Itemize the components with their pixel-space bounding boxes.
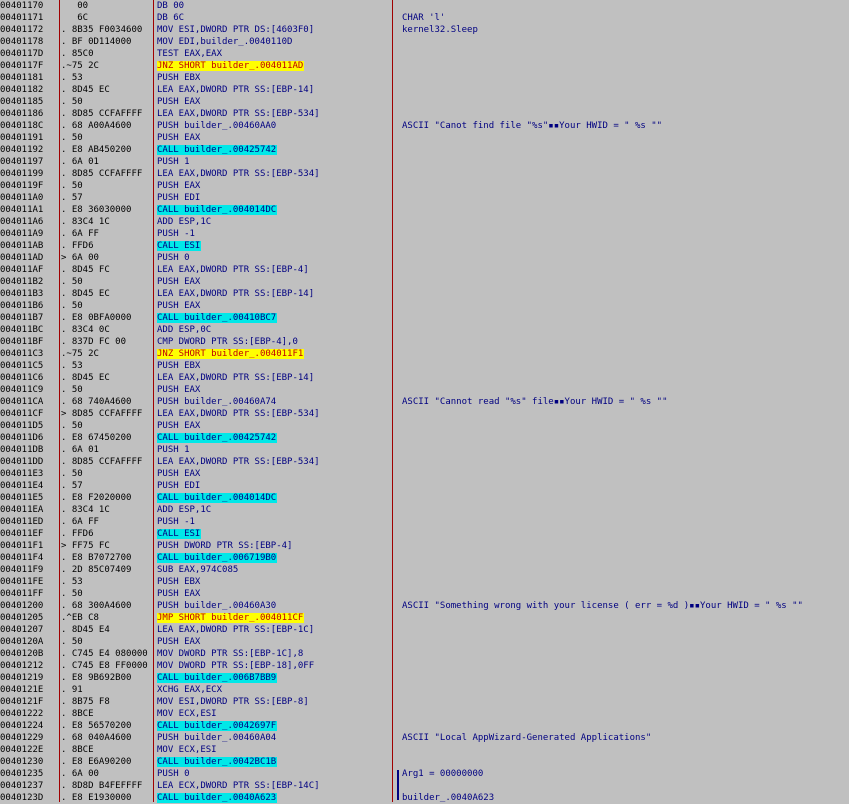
hex-dump-cell: . 68 300A4600: [61, 601, 132, 611]
code-row[interactable]: [0, 216, 849, 228]
code-row[interactable]: [0, 480, 849, 492]
address-cell: 00401181: [0, 73, 44, 83]
disassembly-cell: PUSH EAX: [157, 421, 201, 431]
code-row[interactable]: [0, 108, 849, 120]
code-row[interactable]: [0, 144, 849, 156]
disassembly-cell: PUSH 1: [157, 445, 190, 455]
code-row[interactable]: [0, 792, 849, 804]
hex-dump-cell: . 83C4 1C: [61, 217, 110, 227]
disassembly-cell: PUSH 1: [157, 157, 190, 167]
code-row[interactable]: [0, 408, 849, 420]
address-cell: 004011DD: [0, 457, 44, 467]
hex-dump-cell: . 6A FF: [61, 229, 99, 239]
hex-dump-cell: . 68 040A4600: [61, 733, 132, 743]
code-row[interactable]: [0, 24, 849, 36]
address-cell: 00401200: [0, 601, 44, 611]
code-row[interactable]: [0, 72, 849, 84]
hex-dump-cell: . 8B75 F8: [61, 697, 110, 707]
hex-dump-cell: . 8D45 FC: [61, 265, 110, 275]
address-cell: 004011CF: [0, 409, 44, 419]
hex-dump-cell: 6C: [61, 13, 89, 23]
hex-dump-cell: . 53: [61, 361, 83, 371]
disassembly-cell: CALL builder_.00410BC7: [157, 313, 277, 323]
disassembly-cell: MOV ESI,DWORD PTR SS:[EBP-8]: [157, 697, 309, 707]
address-cell: 00401182: [0, 85, 44, 95]
disassembly-cell: LEA EAX,DWORD PTR SS:[EBP-14]: [157, 373, 315, 383]
disassembly-cell: JNZ SHORT builder_.004011AD: [157, 61, 304, 71]
code-row[interactable]: [0, 660, 849, 672]
code-row[interactable]: [0, 84, 849, 96]
code-row[interactable]: [0, 396, 849, 408]
address-cell: 0040121F: [0, 697, 44, 707]
comment-cell: Arg1 = 00000000: [402, 769, 484, 779]
disassembly-cell: CALL builder_.0042BC1B: [157, 757, 277, 767]
hex-dump-cell: . E8 E6A90200: [61, 757, 132, 767]
address-cell: 004011A9: [0, 229, 44, 239]
hex-dump-cell: . 57: [61, 193, 83, 203]
disassembly-cell: PUSH EBX: [157, 73, 201, 83]
address-cell: 00401230: [0, 757, 44, 767]
address-cell: 004011AF: [0, 265, 44, 275]
address-cell: 004011E5: [0, 493, 44, 503]
disassembly-cell: LEA EAX,DWORD PTR SS:[EBP-534]: [157, 457, 320, 467]
hex-dump-cell: . FFD6: [61, 241, 94, 251]
disassembly-cell: MOV ESI,DWORD PTR DS:[4603F0]: [157, 25, 315, 35]
code-row[interactable]: [0, 288, 849, 300]
address-cell: 00401191: [0, 133, 44, 143]
code-row[interactable]: [0, 12, 849, 24]
address-cell: 004011F9: [0, 565, 44, 575]
disassembly-cell: LEA EAX,DWORD PTR SS:[EBP-4]: [157, 265, 309, 275]
disassembly-cell: CALL builder_.00425742: [157, 433, 277, 443]
code-row[interactable]: [0, 528, 849, 540]
disassembly-cell: PUSH EBX: [157, 361, 201, 371]
hex-dump-cell: . 8D85 CCFAFFFF: [61, 109, 143, 119]
address-cell: 0040118C: [0, 121, 44, 131]
disassembly-cell: CALL builder_.0042697F: [157, 721, 277, 731]
comment-cell: ASCII "Something wrong with your license ( err = %d )▪▪Your HWID = " %s "": [402, 601, 803, 611]
address-cell: 004011A1: [0, 205, 44, 215]
address-cell: 004011C5: [0, 361, 44, 371]
hex-dump-cell: . 6A 00: [61, 769, 99, 779]
hex-dump-cell: . 8D45 E4: [61, 625, 110, 635]
comment-cell: CHAR 'l': [402, 13, 446, 23]
address-cell: 0040117D: [0, 49, 44, 59]
address-cell: 004011BF: [0, 337, 44, 347]
disassembly-cell: CALL builder_.0040A623: [157, 793, 277, 803]
code-row[interactable]: [0, 204, 849, 216]
hex-dump-cell: . 8D85 CCFAFFFF: [61, 457, 143, 467]
disassembly-cell: SUB EAX,974C085: [157, 565, 239, 575]
address-cell: 004011ED: [0, 517, 44, 527]
hex-dump-cell: . E8 9B692B00: [61, 673, 132, 683]
address-cell: 00401171: [0, 13, 44, 23]
hex-dump-cell: . 53: [61, 577, 83, 587]
hex-dump-cell: . 50: [61, 469, 83, 479]
code-row[interactable]: [0, 600, 849, 612]
code-row[interactable]: [0, 324, 849, 336]
hex-dump-cell: .~75 2C: [61, 349, 99, 359]
hex-dump-cell: . E8 B7072700: [61, 553, 132, 563]
code-row[interactable]: [0, 336, 849, 348]
code-row[interactable]: [0, 240, 849, 252]
disassembly-cell: MOV ECX,ESI: [157, 709, 217, 719]
hex-dump-cell: . 8D85 CCFAFFFF: [61, 169, 143, 179]
hex-dump-cell: . E8 36030000: [61, 205, 132, 215]
disassembly-cell: PUSH 0: [157, 769, 190, 779]
address-cell: 004011FF: [0, 589, 44, 599]
hex-dump-cell: . 50: [61, 637, 83, 647]
hex-dump-cell: . 50: [61, 301, 83, 311]
hex-dump-cell: . E8 F2020000: [61, 493, 132, 503]
code-row[interactable]: [0, 384, 849, 396]
disassembly-cell: PUSH EAX: [157, 133, 201, 143]
hex-dump-cell: . E8 E1930000: [61, 793, 132, 803]
comment-cell: ASCII "Cannot read "%s" file▪▪Your HWID = " %s "": [402, 397, 668, 407]
disassembly-cell: PUSH builder_.00460A30: [157, 601, 277, 611]
code-row[interactable]: [0, 228, 849, 240]
code-row[interactable]: [0, 120, 849, 132]
code-row[interactable]: [0, 252, 849, 264]
address-cell: 0040123D: [0, 793, 44, 803]
address-cell: 00401178: [0, 37, 44, 47]
code-row[interactable]: [0, 624, 849, 636]
address-cell: 00401235: [0, 769, 44, 779]
code-row[interactable]: [0, 156, 849, 168]
code-row[interactable]: [0, 684, 849, 696]
hex-dump-cell: . 50: [61, 385, 83, 395]
hex-dump-cell: . E8 0BFA0000: [61, 313, 132, 323]
hex-dump-cell: .^EB C8: [61, 613, 99, 623]
hex-dump-cell: . 57: [61, 481, 83, 491]
address-cell: 004011AB: [0, 241, 44, 251]
hex-dump-cell: . 50: [61, 97, 83, 107]
address-cell: 0040120B: [0, 649, 44, 659]
disassembly-cell: CALL builder_.006B7BB9: [157, 673, 277, 683]
disassembly-cell: PUSH 0: [157, 253, 190, 263]
column-separator-address[interactable]: [59, 0, 60, 802]
hex-dump-cell: . 8D45 EC: [61, 85, 110, 95]
hex-dump-cell: . 50: [61, 277, 83, 287]
disassembly-cell: TEST EAX,EAX: [157, 49, 223, 59]
disassembly-cell: PUSH EAX: [157, 301, 201, 311]
address-cell: 00401197: [0, 157, 44, 167]
hex-dump-cell: . 837D FC 00: [61, 337, 127, 347]
address-cell: 004011B3: [0, 289, 44, 299]
address-cell: 0040122E: [0, 745, 44, 755]
address-cell: 00401170: [0, 1, 44, 11]
address-cell: 00401186: [0, 109, 44, 119]
hex-dump-cell: > FF75 FC: [61, 541, 110, 551]
address-cell: 004011BC: [0, 325, 44, 335]
disassembly-cell: CALL ESI: [157, 241, 201, 251]
hex-dump-cell: > 8D85 CCFAFFFF: [61, 409, 143, 419]
code-row[interactable]: [0, 540, 849, 552]
hex-dump-cell: . BF 0D114000: [61, 37, 132, 47]
comment-cell: ASCII "Canot find file "%s"▪▪Your HWID = " %s "": [402, 121, 663, 131]
code-row[interactable]: [0, 720, 849, 732]
code-row[interactable]: [0, 564, 849, 576]
address-cell: 004011EA: [0, 505, 44, 515]
disassembly-cell: PUSH EAX: [157, 97, 201, 107]
address-cell: 004011B7: [0, 313, 44, 323]
code-row[interactable]: [0, 0, 849, 12]
address-cell: 00401205: [0, 613, 44, 623]
address-cell: 00401237: [0, 781, 44, 791]
argument-bracket: [397, 770, 399, 800]
address-cell: 00401207: [0, 625, 44, 635]
address-cell: 004011C6: [0, 373, 44, 383]
code-row[interactable]: [0, 612, 849, 624]
code-row[interactable]: [0, 468, 849, 480]
disassembly-cell: LEA ECX,DWORD PTR SS:[EBP-14C]: [157, 781, 320, 791]
code-row[interactable]: [0, 420, 849, 432]
address-cell: 004011A0: [0, 193, 44, 203]
hex-dump-cell: . 68 A00A4600: [61, 121, 132, 131]
disassembly-cell: LEA EAX,DWORD PTR SS:[EBP-534]: [157, 109, 320, 119]
disassembly-cell: PUSH EAX: [157, 469, 201, 479]
hex-dump-cell: . 6A FF: [61, 517, 99, 527]
address-cell: 004011EF: [0, 529, 44, 539]
code-row[interactable]: [0, 780, 849, 792]
column-separator-disassembly[interactable]: [392, 0, 393, 802]
disassembly-cell: CALL builder_.004014DC: [157, 493, 277, 503]
code-row[interactable]: [0, 636, 849, 648]
address-cell: 00401219: [0, 673, 44, 683]
disassembly-cell: LEA EAX,DWORD PTR SS:[EBP-534]: [157, 169, 320, 179]
disassembly-cell: CALL builder_.006719B0: [157, 553, 277, 563]
address-cell: 00401224: [0, 721, 44, 731]
code-row[interactable]: [0, 348, 849, 360]
code-row[interactable]: [0, 732, 849, 744]
disassembly-cell: PUSH EAX: [157, 181, 201, 191]
disassembly-cell: LEA EAX,DWORD PTR SS:[EBP-14]: [157, 289, 315, 299]
code-row[interactable]: [0, 96, 849, 108]
address-cell: 004011DB: [0, 445, 44, 455]
code-row[interactable]: [0, 372, 849, 384]
code-row[interactable]: [0, 576, 849, 588]
disassembly-cell: PUSH builder_.00460A04: [157, 733, 277, 743]
comment-cell: builder_.0040A623: [402, 793, 495, 803]
code-row[interactable]: [0, 696, 849, 708]
disassembly-cell: LEA EAX,DWORD PTR SS:[EBP-14]: [157, 85, 315, 95]
hex-dump-cell: . E8 AB450200: [61, 145, 132, 155]
hex-dump-cell: . E8 67450200: [61, 433, 132, 443]
address-cell: 004011E3: [0, 469, 44, 479]
hex-dump-cell: . 8D45 EC: [61, 289, 110, 299]
hex-dump-cell: . 6A 01: [61, 157, 99, 167]
code-row[interactable]: [0, 648, 849, 660]
code-row[interactable]: [0, 516, 849, 528]
hex-dump-cell: . 8D45 EC: [61, 373, 110, 383]
disassembly-cell: PUSH EBX: [157, 577, 201, 587]
code-row[interactable]: [0, 504, 849, 516]
address-cell: 004011D5: [0, 421, 44, 431]
address-cell: 0040121E: [0, 685, 44, 695]
disassembly-cell: CALL builder_.004014DC: [157, 205, 277, 215]
hex-dump-cell: . 8BCE: [61, 745, 94, 755]
disassembly-cell: DB 6C: [157, 13, 185, 23]
disassembly-cell: PUSH EAX: [157, 385, 201, 395]
disassembly-cell: PUSH EAX: [157, 637, 201, 647]
address-cell: 004011A6: [0, 217, 44, 227]
hex-dump-cell: . E8 56570200: [61, 721, 132, 731]
address-cell: 004011F1: [0, 541, 44, 551]
disassembly-cell: PUSH EAX: [157, 277, 201, 287]
address-cell: 004011FE: [0, 577, 44, 587]
address-cell: 004011AD: [0, 253, 44, 263]
disassembly-cell: PUSH EDI: [157, 193, 201, 203]
hex-dump-cell: . 91: [61, 685, 83, 695]
address-cell: 004011B6: [0, 301, 44, 311]
code-row[interactable]: [0, 48, 849, 60]
code-row[interactable]: [0, 360, 849, 372]
hex-dump-cell: > 6A 00: [61, 253, 99, 263]
hex-dump-cell: . 50: [61, 133, 83, 143]
address-cell: 0040120A: [0, 637, 44, 647]
disassembly-cell: PUSH EAX: [157, 589, 201, 599]
address-cell: 004011D6: [0, 433, 44, 443]
hex-dump-cell: . FFD6: [61, 529, 94, 539]
disassembly-cell: PUSH -1: [157, 517, 195, 527]
code-row[interactable]: [0, 60, 849, 72]
address-cell: 004011CA: [0, 397, 44, 407]
code-row[interactable]: [0, 744, 849, 756]
address-cell: 004011C3: [0, 349, 44, 359]
address-cell: 0040117F: [0, 61, 44, 71]
code-row[interactable]: [0, 264, 849, 276]
disassembly-cell: PUSH EDI: [157, 481, 201, 491]
address-cell: 004011C9: [0, 385, 44, 395]
hex-dump-cell: .~75 2C: [61, 61, 99, 71]
disassembly-cell: MOV EDI,builder_.0040110D: [157, 37, 293, 47]
disassembly-cell: PUSH builder_.00460A74: [157, 397, 277, 407]
comment-cell: kernel32.Sleep: [402, 25, 478, 35]
hex-dump-cell: . 83C4 0C: [61, 325, 110, 335]
hex-dump-cell: . 8BCE: [61, 709, 94, 719]
code-row[interactable]: [0, 672, 849, 684]
disassembly-cell: ADD ESP,1C: [157, 505, 212, 515]
code-row[interactable]: [0, 312, 849, 324]
hex-dump-cell: . 83C4 1C: [61, 505, 110, 515]
disassembly-cell: JNZ SHORT builder_.004011F1: [157, 349, 304, 359]
disassembly-cell: CALL ESI: [157, 529, 201, 539]
disassembly-cell: ADD ESP,1C: [157, 217, 212, 227]
address-cell: 00401199: [0, 169, 44, 179]
hex-dump-cell: . 50: [61, 181, 83, 191]
disassembly-cell: LEA EAX,DWORD PTR SS:[EBP-534]: [157, 409, 320, 419]
code-row[interactable]: [0, 168, 849, 180]
address-cell: 00401185: [0, 97, 44, 107]
hex-dump-cell: . 8B35 F0034600: [61, 25, 143, 35]
hex-dump-cell: 00: [61, 1, 89, 11]
disassembly-cell: CMP DWORD PTR SS:[EBP-4],0: [157, 337, 298, 347]
address-cell: 00401222: [0, 709, 44, 719]
column-separator-hex[interactable]: [153, 0, 154, 802]
hex-dump-cell: . 53: [61, 73, 83, 83]
disassembly-cell: MOV DWORD PTR SS:[EBP-18],0FF: [157, 661, 315, 671]
code-row[interactable]: [0, 492, 849, 504]
disassembly-cell: PUSH DWORD PTR SS:[EBP-4]: [157, 541, 293, 551]
hex-dump-cell: . 50: [61, 589, 83, 599]
hex-dump-cell: . 85C0: [61, 49, 94, 59]
comment-cell: ASCII "Local AppWizard-Generated Applications": [402, 733, 652, 743]
address-cell: 004011F4: [0, 553, 44, 563]
hex-dump-cell: . 68 740A4600: [61, 397, 132, 407]
code-row[interactable]: [0, 36, 849, 48]
address-cell: 00401172: [0, 25, 44, 35]
code-row[interactable]: [0, 276, 849, 288]
code-row[interactable]: [0, 180, 849, 192]
address-cell: 00401192: [0, 145, 44, 155]
disassembly-cell: DB 00: [157, 1, 185, 11]
disassembly-cell: CALL builder_.00425742: [157, 145, 277, 155]
address-cell: 00401229: [0, 733, 44, 743]
code-row[interactable]: [0, 444, 849, 456]
address-cell: 004011B2: [0, 277, 44, 287]
disassembly-cell: LEA EAX,DWORD PTR SS:[EBP-1C]: [157, 625, 315, 635]
code-row[interactable]: [0, 192, 849, 204]
code-row[interactable]: [0, 300, 849, 312]
address-cell: 00401212: [0, 661, 44, 671]
code-row[interactable]: [0, 432, 849, 444]
hex-dump-cell: . C745 E4 080000: [61, 649, 148, 659]
disassembly-cell: PUSH builder_.00460AA0: [157, 121, 277, 131]
hex-dump-cell: . 6A 01: [61, 445, 99, 455]
code-row[interactable]: [0, 456, 849, 468]
code-row[interactable]: [0, 708, 849, 720]
disassembly-cell: JMP SHORT builder_.004011CF: [157, 613, 304, 623]
hex-dump-cell: . 50: [61, 421, 83, 431]
code-row[interactable]: [0, 768, 849, 780]
disassembly-cell: MOV ECX,ESI: [157, 745, 217, 755]
hex-dump-cell: . 2D 85C07409: [61, 565, 132, 575]
code-row[interactable]: [0, 132, 849, 144]
code-row[interactable]: [0, 552, 849, 564]
hex-dump-cell: . 8D8D B4FEFFFF: [61, 781, 143, 791]
code-row[interactable]: [0, 756, 849, 768]
disassembly-cell: PUSH -1: [157, 229, 195, 239]
disassembly-cell: MOV DWORD PTR SS:[EBP-1C],8: [157, 649, 304, 659]
code-row[interactable]: [0, 588, 849, 600]
hex-dump-cell: . C745 E8 FF0000: [61, 661, 148, 671]
address-cell: 004011E4: [0, 481, 44, 491]
disassembly-cell: XCHG EAX,ECX: [157, 685, 223, 695]
disassembly-cell: ADD ESP,0C: [157, 325, 212, 335]
address-cell: 0040119F: [0, 181, 44, 191]
